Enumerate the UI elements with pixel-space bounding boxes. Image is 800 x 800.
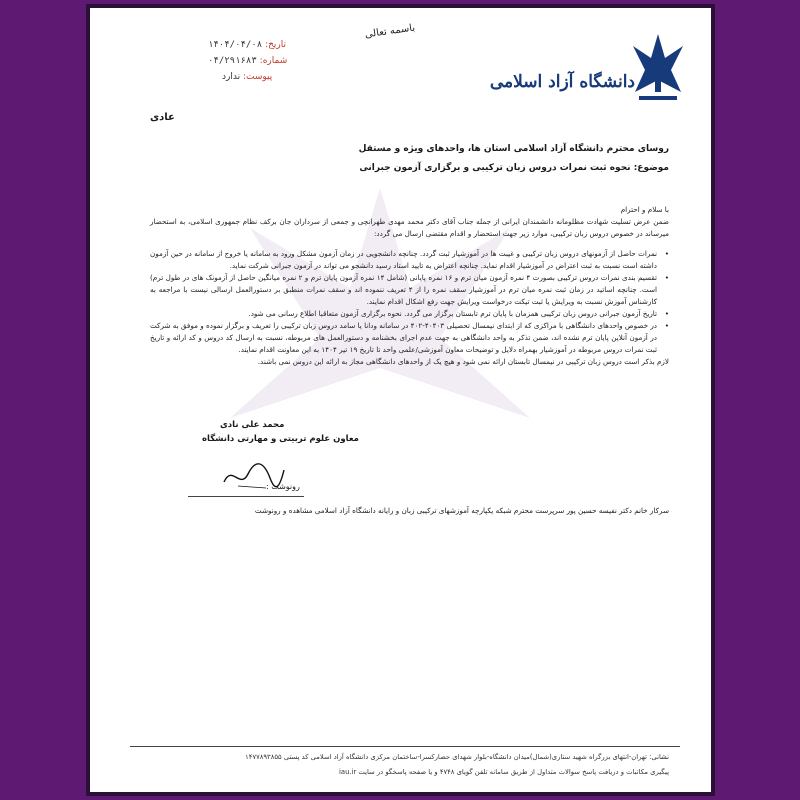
date-value: ۱۴۰۴/۰۴/۰۸ bbox=[208, 40, 263, 50]
university-logo-icon bbox=[629, 30, 687, 106]
cc-divider bbox=[188, 496, 304, 497]
list-item: • در خصوص واحدهای دانشگاهی با مراکزی که از ابتدای نیمسال تحصیلی ۴۰۴۰۳-۴۰۲ در سامانه ودانا یا سامد دروس زبان ترکیبی را تعریف و برگزار نموده و موفق به شرکت در آزمون آنلاین پایان ترم نشده اند، ضمن تذکر به واحد دانشگاهی به جهت عدم اجرای بخشنامه و دستورالعمل های مربوطه، نسبت به ارسال کد دروس و کد ارائه و تاریخ ثبت نمرات دروس مربوطه در آموزشیار بهمراه دلایل و توضیحات معاون آموزشی/علمی واحد تا تاریخ ۱۹ تیر ۱۴۰۴ به این معاونت اقدام نمایند. bbox=[150, 320, 669, 356]
intro-paragraph: ضمن عرض تسلیت شهادت مظلومانه دانشمندان ایرانی از جمله جناب آقای دکتر محمد مهدی طهرانچی و جمعی از سرداران جان برکف نظام جمهوری اسلامی، به استحضار میرساند در خصوص دروس زبان ترکیبی، موارد زیر جهت استحضار و اقدام مقتضی ارسال می گردد: bbox=[150, 217, 669, 238]
date-label: تاریخ: bbox=[265, 40, 287, 50]
attachment-label: پیوست: bbox=[242, 72, 273, 82]
greeting: با سلام و احترام bbox=[620, 205, 669, 214]
letter-body bbox=[150, 204, 669, 368]
classification-label: عادی bbox=[150, 112, 175, 123]
footer-contact: پیگیری مکاتبات و دریافت پاسخ سوالات متداول از طریق سامانه تلفن گویای ۴۷۴۸ و یا صفحه پاسخگو در سایت iau.ir bbox=[339, 768, 669, 776]
number-value: ۰۴/۲۹۱۶۸۳ bbox=[208, 56, 257, 66]
letter-page bbox=[90, 8, 711, 792]
university-name: دانشگاه آزاد اسلامی bbox=[489, 72, 635, 92]
attachment-row bbox=[222, 72, 272, 82]
closing-paragraph: لازم بذکر است دروس زبان ترکیبی در نیمسال تابستان ارائه نمی شود و هیچ یک از واحدهای دانشگاهی مجاز به ارائه این دروس نمی باشند. bbox=[257, 357, 669, 366]
attachment-value: ندارد bbox=[222, 72, 241, 82]
addressee: روسای محترم دانشگاه آزاد اسلامی استان ها، واحدهای ویژه و مستقل bbox=[358, 144, 669, 154]
list-item: • تقسیم بندی نمرات دروس ترکیبی بصورت ۴ نمره آزمون میان ترم و ۱۶ نمره پایانی (شامل ۱۴ نمره آزمون پایان ترم و ۲ نمره میانگین حاصل از آزمونک های در طول ترم) است. چنانچه اساتید در زمان ثبت نمره میان ترم در آموزشیار سقف نمره را از ۴ تعریف ننموده اند و سقف نمرات منطبق بر دستورالعمل ارسالی نیست با مراجعه به کارشناس آموزش نسبت به ویرایش یا ثبت تیکت درخواست ویرایش جهت رفع اشکال اقدام نمایند. bbox=[150, 272, 669, 308]
subject-line: موضوع: نحوه ثبت نمرات دروس زبان ترکیبی و برگزاری آزمون جبرانی bbox=[359, 163, 669, 173]
signatory-name: محمد علی نادی bbox=[220, 420, 285, 430]
list-item: • تاریخ آزمون جبرانی دروس زبان ترکیبی همزمان با پایان ترم تابستان برگزار می گردد. نحوه برگزاری آزمون متعاقبا اطلاع رسانی می شود. bbox=[150, 308, 669, 320]
signatory-title: معاون علوم تربیتی و مهارتی دانشگاه bbox=[202, 434, 359, 444]
basmala: باسمه تعالی bbox=[364, 22, 416, 41]
footer-divider bbox=[130, 746, 680, 747]
date-row bbox=[208, 40, 286, 50]
footer-address: نشانی: تهران-انتهای بزرگراه شهید ستاری(شمال)میدان دانشگاه-بلوار شهدای حصارکسرا-ساختمان مرکزی دانشگاه آزاد اسلامی کد پستی ۱۴۷۷۸۹۳۸۵۵ bbox=[245, 753, 669, 761]
list-item: • نمرات حاصل از آزمونهای دروس زبان ترکیبی و غیبت ها در آموزشیار ثبت گردد. چنانچه دانشجویی در زمان آزمون مشکل ورود به سامانه یا خروج از سامانه در حین آزمون داشته است نسبت به ثبت اعتراض در آموزشیار اقدام نماید. چنانچه اعتراض به تایید استاد رسید دانشجو می تواند در آزمون جبرانی شرکت نماید. bbox=[150, 248, 669, 272]
number-label: شماره: bbox=[259, 56, 288, 66]
cc-item: سرکار خانم دکتر نفیسه حسین پور سرپرست محترم شبکه یکپارچه آموزشهای ترکیبی زبان و رایانه دانشگاه آزاد اسلامی مشاهده و رونوشت bbox=[254, 506, 669, 515]
number-row bbox=[208, 56, 287, 66]
cc-label: رونوشت : bbox=[266, 482, 300, 491]
